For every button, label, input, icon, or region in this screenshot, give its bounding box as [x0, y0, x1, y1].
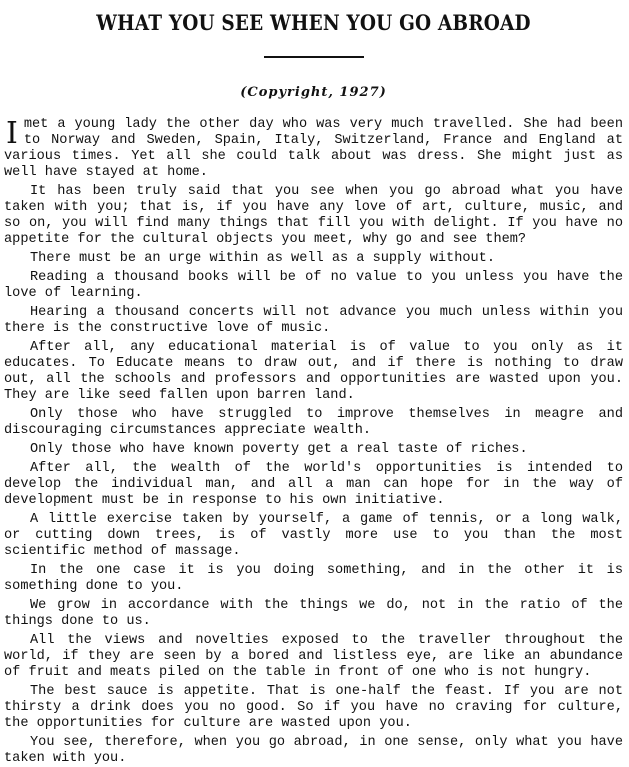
title-divider	[264, 56, 364, 58]
paragraph: It has been truly said that you see when you go abroad what you have taken with you; that is, if you have any love of art, culture, music, and so on, you will find many things that fill you with delight. If you have no appetite for the cultural objects you meet, why go and see them?	[4, 184, 623, 247]
paragraph: All the views and novelties exposed to the traveller throughout the world, if they are seen by a bored and listless eye, are like an abundance of fruit and meats piled on the table in front of one who is not hungry.	[4, 633, 623, 680]
paragraph: Hearing a thousand concerts will not advance you much unless within you there is the constructive love of music.	[4, 305, 623, 336]
copyright-notice: (Copyright, 1927)	[240, 85, 387, 100]
paragraph: A little exercise taken by yourself, a game of tennis, or a long walk, or cutting down trees, is of vastly more use to you than the most scientific method of massage.	[4, 512, 623, 559]
paragraph: There must be an urge within as well as a supply without.	[30, 251, 495, 266]
paragraph-text: met a young lady the other day who was very much travelled. She had been to Norway and Sweden, Spain, Italy, Switzerland, France and England at various times. Yet all she could talk about was dress. She might just as well have stayed at home.	[4, 117, 623, 180]
paragraph	[4, 117, 623, 181]
paragraph: In the one case it is you doing something, and in the other it is something done to you.	[4, 563, 623, 594]
paragraph: The best sauce is appetite. That is one-half the feast. If you are not thirsty a drink does you no good. So if you have no craving for culture, the opportunities for culture are wasted upon you.	[4, 684, 623, 731]
paragraph: We grow in accordance with the things we do, not in the ratio of the things done to us.	[4, 598, 623, 629]
paragraph: You see, therefore, when you go abroad, in one sense, only what you have taken with you.	[4, 735, 623, 766]
paragraph: Reading a thousand books will be of no value to you unless you have the love of learning.	[4, 270, 623, 301]
drop-cap: I	[6, 116, 18, 151]
paragraph: After all, any educational material is of value to you only as it educates. To Educate means to draw out, and if there is nothing to draw out, all the schools and professors and opportunities are wasted upon you. They are like seed fallen upon barren land.	[4, 340, 623, 403]
paragraph: Only those who have known poverty get a real taste of riches.	[30, 442, 528, 457]
article-body	[4, 117, 623, 767]
article-title: WHAT YOU SEE WHEN YOU GO ABROAD	[96, 10, 531, 35]
paragraph: Only those who have struggled to improve themselves in meagre and discouraging circumstances appreciate wealth.	[4, 407, 623, 438]
paragraph: After all, the wealth of the world's opportunities is intended to develop the individual man, and all a man can hope for in the way of development must be in response to his own initiative.	[4, 461, 623, 508]
